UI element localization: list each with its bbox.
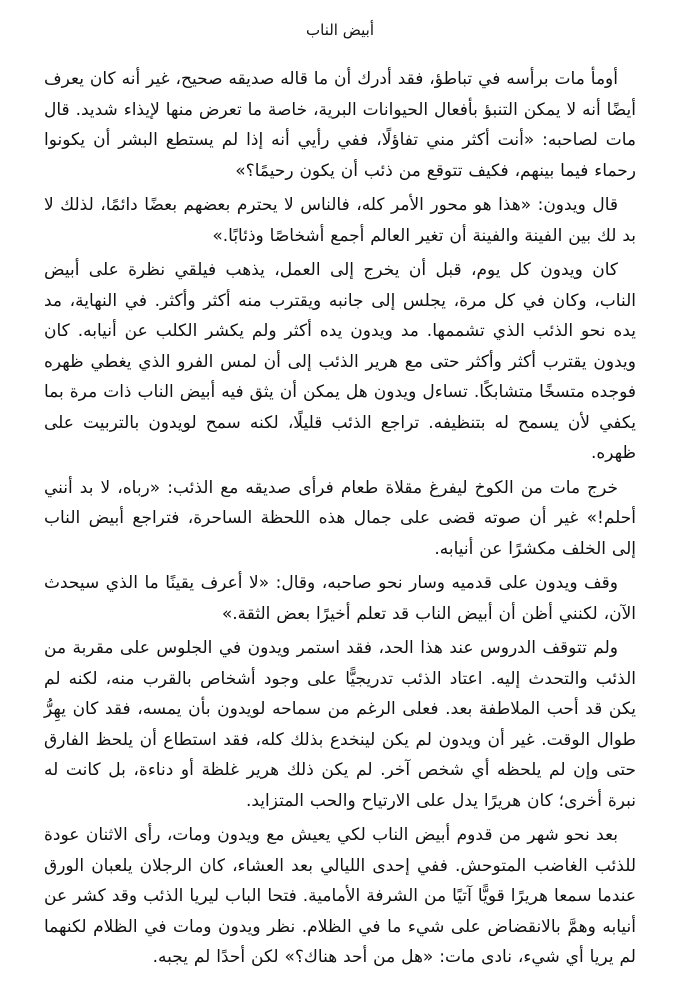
paragraph-2: قال ويدون: «هذا هو محور الأمر كله، فالناس لا يحترم بعضهم بعضًا دائمًا، لذلك لا بد لك بين الفينة والفينة أن تغير العالم أجمع أشخاصًا وذئابًا.»: [44, 195, 636, 246]
running-title: أبيض الناب: [306, 21, 374, 39]
paragraph-6: ولم تتوقف الدروس عند هذا الحد، فقد استمر ويدون في الجلوس على مقربة من الذئب والتحدث إليه. اعتاد الذئب تدريجيًّا على وجود أشخاص بالقرب منه، لكنه لم يكن قد أحب الملاطفة بعد. فعلى الرغم من سماحه لويدون بأن يمسه، فقد كان يهِرُّ طوال الوقت. غير أن ويدون لم يكن لينخدع بذلك كله، فقد استطاع أن يلحظ الفارق حتى وإن لم يلحظه أي شخص آخر. لم يكن ذلك هرير غلظة أو دناءة، بل كانت له نبرة أخرى؛ كان هريرًا يدل على الارتياح والحب المتزايد.: [44, 638, 636, 811]
paragraph-7: بعد نحو شهر من قدوم أبيض الناب لكي يعيش مع ويدون ومات، رأى الاثنان عودة للذئب الغاضب المتوحش. ففي إحدى الليالي بعد العشاء، كان الرجلان يلعبان الورق عندما سمعا هريرًا قويًّا آتيًا من الشرفة الأمامية. فتحا الباب ليريا الذئب وقد كشر عن أنيابه وهمَّ بالانقضاض على شيء ما في الظلام. نظر ويدون ومات في الظلام لكنهما لم يريا أي شيء، نادى مات: «هل من أحد هناك؟» لكن أحدًا لم يجبه.: [44, 825, 636, 967]
paragraph-1: أومأ مات برأسه في تباطؤ، فقد أدرك أن ما قاله صديقه صحيح، غير أنه كان يعرف أيضًا أنه لا يمكن التنبؤ بأفعال الحيوانات البرية، خاصة ما تعرض منها لإيذاء شديد. قال مات لصاحبه: «أنت أكثر مني تفاؤلًا، ففي رأيي أنه إذا لم يستطع البشر أن يكونوا رحماء فيما بينهم، فكيف تتوقع من ذئب أن يكون رحيمًا؟»: [44, 69, 636, 181]
paragraph-3: كان ويدون كل يوم، قبل أن يخرج إلى العمل، يذهب فيلقي نظرة على أبيض الناب، وكان في كل مرة، يجلس إلى جانبه ويقترب منه أكثر وأكثر. في النهاية، مد يده نحو الذئب الذي تشممها. مد ويدون يده أكثر ولم يكشر الكلب عن أنيابه. كان ويدون يقترب أكثر وأكثر حتى مع هرير الذئب إلى أن لمس الفرو الذي يغطي ظهره فوجده متسخًا متشابكًا. تساءل ويدون هل يمكن أن يثق فيه أبيض الناب ذات مرة بما يكفي لأن يسمح له بتنظيفه. تراجع الذئب قليلًا، لكنه سمح لويدون بالتربيت على ظهره.: [44, 260, 636, 463]
paragraph-5: وقف ويدون على قدميه وسار نحو صاحبه، وقال: «لا أعرف يقينًا ما الذي سيحدث الآن، لكنني أظن أن أبيض الناب قد تعلم أخيرًا بعض الثقة.»: [44, 573, 636, 624]
body-text: [44, 64, 636, 977]
paragraph-4: خرج مات من الكوخ ليفرغ مقلاة طعام فرأى صديقه مع الذئب: «رباه، لا بد أنني أحلم!» غير أن صوته قضى على جمال هذه اللحظة الساحرة، فتراجع أبيض الناب إلى الخلف مكشرًا عن أنيابه.: [44, 477, 636, 559]
